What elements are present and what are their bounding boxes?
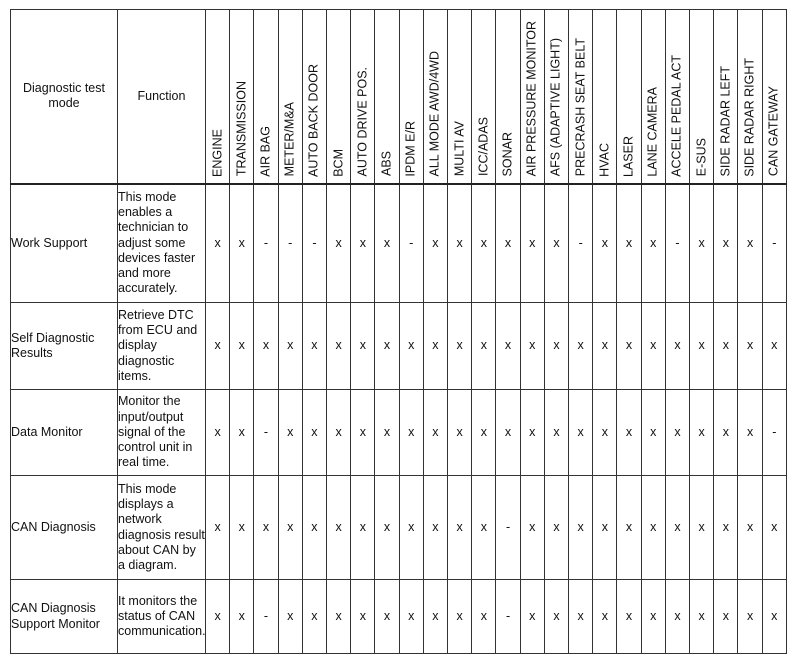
support-mark: x	[738, 303, 762, 390]
support-mark: x	[375, 580, 399, 654]
system-label: AFS (ADAPTIVE LIGHT)	[548, 38, 563, 177]
support-mark: x	[206, 184, 230, 303]
support-mark: x	[472, 184, 496, 303]
system-header	[472, 10, 496, 184]
support-mark: x	[569, 303, 593, 390]
support-mark: x	[496, 184, 520, 303]
support-mark: x	[423, 390, 447, 476]
support-mark: x	[375, 390, 399, 476]
support-mark: x	[641, 184, 665, 303]
support-mark: -	[762, 390, 786, 476]
support-mark: x	[569, 390, 593, 476]
support-mark: x	[544, 303, 568, 390]
support-mark: x	[593, 476, 617, 580]
support-mark: x	[544, 390, 568, 476]
support-mark: x	[278, 476, 302, 580]
support-mark: x	[423, 476, 447, 580]
support-mark: x	[690, 476, 714, 580]
support-mark: x	[351, 303, 375, 390]
system-label: TRANSMISSION	[234, 81, 249, 177]
support-mark: x	[690, 390, 714, 476]
support-mark: x	[617, 476, 641, 580]
support-mark: x	[230, 580, 254, 654]
system-header	[714, 10, 738, 184]
support-mark: x	[544, 184, 568, 303]
support-mark: x	[206, 580, 230, 654]
system-label: AUTO DRIVE POS.	[355, 66, 370, 177]
support-mark: x	[569, 476, 593, 580]
system-label: METER/M&A	[282, 102, 297, 177]
support-mark: x	[351, 580, 375, 654]
system-label: PRECRASH SEAT BELT	[572, 38, 587, 177]
system-label: HVAC	[597, 142, 612, 177]
support-mark: x	[230, 476, 254, 580]
support-mark: x	[738, 476, 762, 580]
system-label: AUTO BACK DOOR	[306, 63, 321, 177]
support-mark: -	[254, 580, 278, 654]
system-header	[690, 10, 714, 184]
system-header	[448, 10, 472, 184]
support-mark: x	[593, 390, 617, 476]
system-header	[302, 10, 326, 184]
support-mark: x	[617, 390, 641, 476]
support-mark: -	[399, 184, 423, 303]
system-label: MULTI AV	[451, 121, 466, 177]
support-mark: x	[206, 303, 230, 390]
function-cell: Monitor the input/output signal of the control unit in real time.	[118, 390, 206, 476]
support-mark: x	[714, 184, 738, 303]
support-mark: x	[641, 476, 665, 580]
system-header	[544, 10, 568, 184]
mode-cell: CAN Diagnosis	[11, 476, 118, 580]
system-header	[206, 10, 230, 184]
system-label: AIR PRESSURE MONITOR	[524, 21, 539, 177]
mode-cell: Self Diagnostic Results	[11, 303, 118, 390]
function-column-header: Function	[118, 10, 206, 184]
function-cell: This mode displays a network diagnosis result about CAN by a diagram.	[118, 476, 206, 580]
system-header	[593, 10, 617, 184]
system-header	[665, 10, 689, 184]
system-header	[762, 10, 786, 184]
support-mark: x	[351, 476, 375, 580]
support-mark: x	[569, 580, 593, 654]
support-mark: x	[327, 390, 351, 476]
support-mark: x	[690, 580, 714, 654]
support-mark: x	[544, 580, 568, 654]
support-mark: x	[423, 303, 447, 390]
support-mark: x	[423, 184, 447, 303]
support-mark: x	[448, 476, 472, 580]
support-mark: x	[327, 476, 351, 580]
support-mark: x	[472, 303, 496, 390]
support-mark: x	[230, 390, 254, 476]
support-mark: x	[690, 184, 714, 303]
support-mark: x	[593, 184, 617, 303]
system-label: BCM	[330, 148, 345, 177]
support-mark: x	[641, 580, 665, 654]
system-label: SIDE RADAR RIGHT	[742, 57, 757, 177]
support-mark: x	[230, 184, 254, 303]
support-mark: x	[351, 184, 375, 303]
system-header	[278, 10, 302, 184]
support-mark: x	[520, 476, 544, 580]
support-mark: x	[351, 390, 375, 476]
support-mark: x	[375, 303, 399, 390]
support-mark: x	[520, 390, 544, 476]
support-mark: -	[762, 184, 786, 303]
table-row	[11, 184, 787, 303]
support-mark: x	[762, 476, 786, 580]
system-label: ALL MODE AWD/4WD	[427, 51, 442, 177]
system-header	[569, 10, 593, 184]
system-header	[738, 10, 762, 184]
support-mark: x	[617, 184, 641, 303]
support-mark: x	[617, 580, 641, 654]
support-mark: x	[254, 303, 278, 390]
system-header	[641, 10, 665, 184]
support-mark: x	[278, 580, 302, 654]
support-mark: x	[302, 580, 326, 654]
system-label: IPDM E/R	[403, 120, 418, 177]
support-mark: -	[496, 580, 520, 654]
support-mark: x	[278, 390, 302, 476]
support-mark: -	[278, 184, 302, 303]
system-header	[496, 10, 520, 184]
support-mark: x	[496, 390, 520, 476]
mode-cell: CAN Diagnosis Support Monitor	[11, 580, 118, 654]
function-cell: This mode enables a technician to adjust some devices faster and more accurately.	[118, 184, 206, 303]
system-label: ABS	[379, 151, 394, 177]
support-mark: x	[302, 303, 326, 390]
support-mark: x	[544, 476, 568, 580]
support-mark: x	[714, 476, 738, 580]
support-mark: x	[665, 580, 689, 654]
support-mark: x	[399, 476, 423, 580]
support-mark: x	[375, 476, 399, 580]
system-label: AIR BAG	[258, 125, 273, 177]
support-mark: x	[399, 303, 423, 390]
system-label: LASER	[621, 135, 636, 177]
support-mark: x	[738, 580, 762, 654]
mode-cell: Work Support	[11, 184, 118, 303]
support-mark: -	[569, 184, 593, 303]
system-label: ACCELE PEDAL ACT	[669, 54, 684, 177]
table-row	[11, 303, 787, 390]
support-mark: x	[472, 580, 496, 654]
support-mark: -	[665, 184, 689, 303]
support-mark: x	[375, 184, 399, 303]
support-mark: x	[302, 476, 326, 580]
support-mark: x	[762, 580, 786, 654]
support-mark: x	[738, 390, 762, 476]
system-header	[399, 10, 423, 184]
support-mark: x	[714, 580, 738, 654]
system-label: ENGINE	[209, 128, 224, 177]
support-mark: x	[690, 303, 714, 390]
support-mark: x	[399, 580, 423, 654]
support-mark: x	[254, 476, 278, 580]
support-mark: x	[327, 303, 351, 390]
support-mark: x	[762, 303, 786, 390]
support-mark: x	[448, 390, 472, 476]
system-header	[423, 10, 447, 184]
support-mark: x	[448, 184, 472, 303]
support-mark: x	[230, 303, 254, 390]
support-mark: x	[448, 580, 472, 654]
system-label: SIDE RADAR LEFT	[718, 66, 733, 177]
support-mark: x	[641, 390, 665, 476]
support-mark: x	[714, 303, 738, 390]
table-row	[11, 580, 787, 654]
system-header	[327, 10, 351, 184]
system-header	[520, 10, 544, 184]
system-label: SONAR	[500, 132, 515, 177]
support-mark: x	[593, 580, 617, 654]
system-label: E-SUS	[694, 138, 709, 177]
system-header	[617, 10, 641, 184]
support-mark: x	[617, 303, 641, 390]
support-mark: x	[399, 390, 423, 476]
support-mark: x	[665, 303, 689, 390]
support-mark: x	[278, 303, 302, 390]
support-mark: x	[302, 390, 326, 476]
support-mark: x	[665, 476, 689, 580]
function-cell: Retrieve DTC from ECU and display diagnostic items.	[118, 303, 206, 390]
mode-column-header: Diagnostic test mode	[11, 10, 118, 184]
support-mark: x	[665, 390, 689, 476]
support-mark: -	[254, 184, 278, 303]
system-label: LANE CAMERA	[645, 86, 660, 177]
support-mark: x	[714, 390, 738, 476]
support-mark: -	[302, 184, 326, 303]
support-mark: x	[520, 184, 544, 303]
support-mark: x	[472, 476, 496, 580]
system-header	[351, 10, 375, 184]
support-mark: x	[593, 303, 617, 390]
support-mark: x	[448, 303, 472, 390]
support-mark: x	[496, 303, 520, 390]
system-header	[375, 10, 399, 184]
support-mark: -	[254, 390, 278, 476]
support-mark: x	[520, 303, 544, 390]
mode-cell: Data Monitor	[11, 390, 118, 476]
support-mark: x	[423, 580, 447, 654]
system-header	[254, 10, 278, 184]
support-mark: x	[327, 184, 351, 303]
system-header	[230, 10, 254, 184]
support-mark: x	[520, 580, 544, 654]
diagnostic-mode-table	[10, 9, 787, 654]
support-mark: x	[641, 303, 665, 390]
header-row	[11, 10, 787, 184]
system-label: CAN GATEWAY	[766, 86, 781, 177]
support-mark: -	[496, 476, 520, 580]
table-row	[11, 476, 787, 580]
function-cell: It monitors the status of CAN communication.	[118, 580, 206, 654]
table-row	[11, 390, 787, 476]
support-mark: x	[206, 476, 230, 580]
system-label: ICC/ADAS	[476, 117, 491, 177]
support-mark: x	[472, 390, 496, 476]
support-mark: x	[327, 580, 351, 654]
support-mark: x	[206, 390, 230, 476]
support-mark: x	[738, 184, 762, 303]
